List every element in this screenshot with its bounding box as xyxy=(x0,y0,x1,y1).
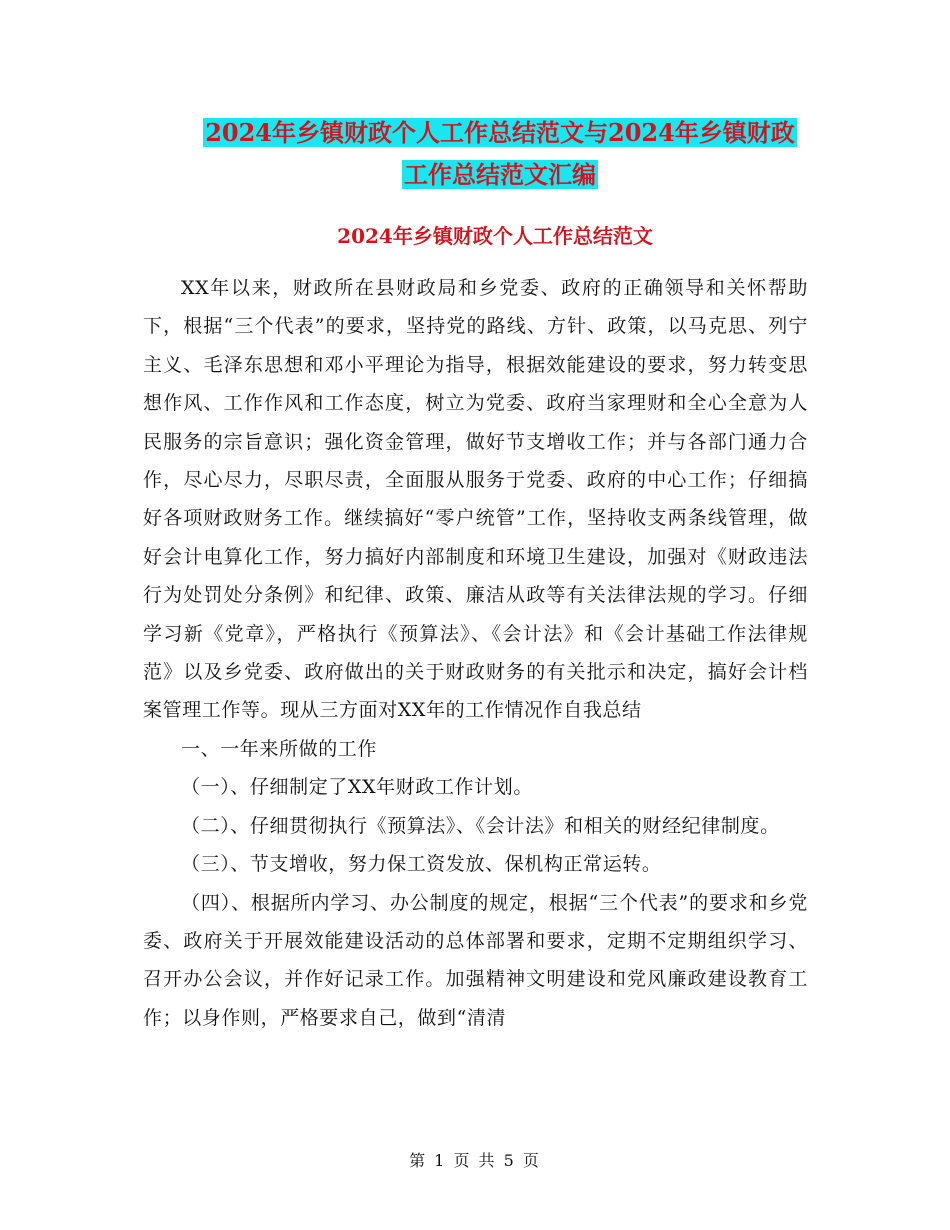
paragraph-heading-1: 一、一年来所做的工作 xyxy=(181,737,378,760)
paragraph-item-3: （三）、节支增收，努力保工资发放、保机构正常运转。 xyxy=(181,853,662,876)
page-footer: 第 1 页 共 5 页 xyxy=(409,1151,541,1170)
document-title-line-2 xyxy=(120,152,880,197)
document-title-line-1-text: 2024年乡镇财政个人工作总结范文与2024年乡镇财政 xyxy=(205,118,795,147)
paragraph-item-4: （四）、根据所内学习、办公制度的规定，根据“三个代表”的要求和乡党委、政府关于开展效能建设活动的总体部署和要求，定期不定期组织学习、召开办公会议，并作好记录工作。加强精神文明建设和党风廉政建设教育工作；以身作则，严格要求自己，做到“清清 xyxy=(143,891,808,1029)
document-title-line-2-text: 工作总结范文汇编 xyxy=(404,160,596,189)
section-title: 2024年乡镇财政个人工作总结范文 xyxy=(337,224,653,248)
paragraph-item-1: （一）、仔细制定了XX年财政工作计划。 xyxy=(181,776,533,799)
document-body xyxy=(143,269,808,1037)
paragraph-intro: XX年以来，财政所在县财政局和乡党委、政府的正确领导和关怀帮助下，根据“三个代表”的要求，坚持党的路线、方针、政策，以马克思、列宁主义、毛泽东思想和邓小平理论为指导，根据效能建设的要求，努力转变思想作风、工作作风和工作态度，树立为党委、政府当家理财和全心全意为人民服务的宗旨意识；强化资金管理，做好节支增收工作；并与各部门通力合作，尽心尽力，尽职尽责，全面服从服务于党委、政府的中心工作；仔细搞好各项财政财务工作。继续搞好“零户统管”工作，坚持收支两条线管理，做好会计电算化工作，努力搞好内部制度和环境卫生建设，加强对《财政违法行为处罚处分条例》和纪律、政策、廉洁从政等有关法律法规的学习。仔细学习新《党章》，严格执行《预算法》、《会计法》和《会计基础工作法律规范》以及乡党委、政府做出的关于财政财务的有关批示和决定，搞好会计档案管理工作等。现从三方面对XX年的工作情况作自我总结 xyxy=(143,277,808,722)
document-title-line-1 xyxy=(120,110,880,155)
paragraph-item-2: （二）、仔细贯彻执行《预算法》、《会计法》和相关的财经纪律制度。 xyxy=(181,814,780,837)
